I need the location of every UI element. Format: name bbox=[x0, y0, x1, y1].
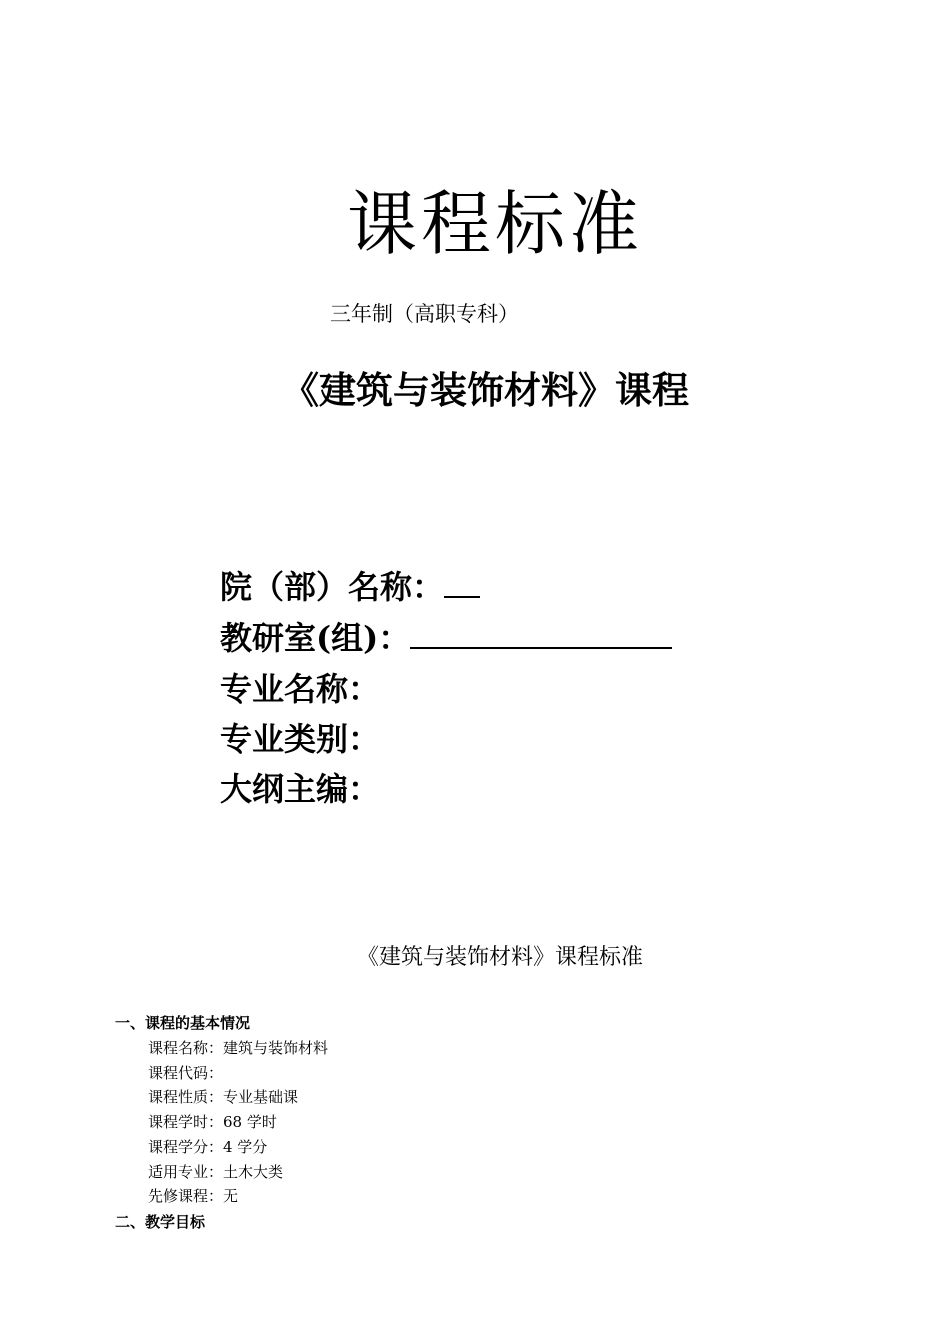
field-major-name bbox=[220, 664, 380, 710]
info-course-credits: 课程学分：4 学分 bbox=[148, 1138, 268, 1156]
field-department-label: 院（部）名称： bbox=[220, 568, 445, 606]
field-major-category bbox=[220, 714, 380, 760]
field-teaching-group bbox=[220, 613, 672, 659]
info-prerequisite: 先修课程：无 bbox=[148, 1187, 239, 1205]
info-course-name: 课程名称：建筑与装饰材料 bbox=[148, 1039, 329, 1057]
field-teaching-group-label: 教研室(组)： bbox=[220, 619, 411, 657]
program-subtitle: 三年制（高职专科） bbox=[330, 302, 519, 326]
field-department-blank bbox=[444, 568, 480, 598]
section-heading-basic-info: 一、课程的基本情况 bbox=[115, 1014, 251, 1032]
field-chief-editor-label: 大纲主编： bbox=[220, 770, 381, 808]
field-department bbox=[220, 562, 480, 608]
field-major-name-label: 专业名称： bbox=[220, 670, 381, 708]
field-teaching-group-blank bbox=[410, 619, 672, 649]
course-title: 《建筑与装饰材料》课程 bbox=[282, 368, 689, 412]
standard-title: 《建筑与装饰材料》课程标准 bbox=[356, 945, 643, 970]
document-title: 课程标准 bbox=[347, 183, 643, 265]
section-heading-teaching-goals: 二、教学目标 bbox=[115, 1213, 206, 1231]
field-major-category-label: 专业类别： bbox=[220, 720, 381, 758]
info-course-code: 课程代码： bbox=[148, 1064, 224, 1082]
info-course-nature: 课程性质：专业基础课 bbox=[148, 1088, 299, 1106]
field-chief-editor bbox=[220, 764, 380, 810]
info-applicable-major: 适用专业：土木大类 bbox=[148, 1163, 284, 1181]
info-course-hours: 课程学时：68 学时 bbox=[148, 1113, 277, 1131]
